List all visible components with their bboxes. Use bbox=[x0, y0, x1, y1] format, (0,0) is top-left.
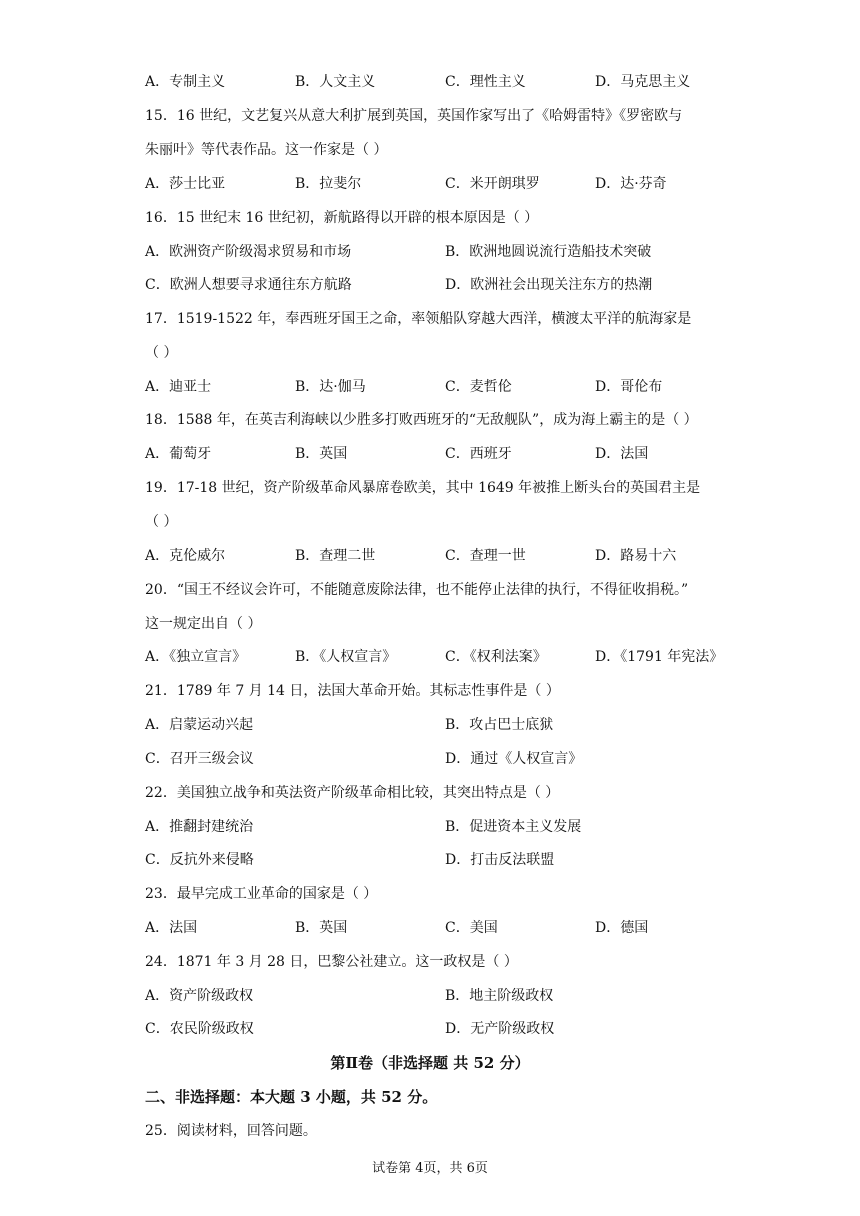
q21-option-c: C．召开三级会议 bbox=[145, 751, 254, 767]
q15-option-b: B．拉斐尔 bbox=[295, 176, 362, 192]
q18-option-d: D．法国 bbox=[595, 446, 649, 462]
q15-option-c: C．米开朗琪罗 bbox=[445, 176, 540, 192]
q21-option-d: D．通过《人权宣言》 bbox=[445, 751, 583, 767]
page-footer: 试卷第 4页，共 6页 bbox=[372, 1161, 488, 1176]
q22-option-c: C．反抗外来侵略 bbox=[145, 852, 254, 868]
q21-option-a: A．启蒙运动兴起 bbox=[145, 717, 254, 733]
q14-option-d: D．马克思主义 bbox=[595, 74, 691, 90]
q18-option-c: C．西班牙 bbox=[445, 446, 512, 462]
q14-option-b: B．人文主义 bbox=[295, 74, 376, 90]
q19-option-b: B．查理二世 bbox=[295, 548, 376, 564]
q19-stem-line2: （ ） bbox=[145, 514, 178, 530]
q20-stem-line2: 这一规定出自（ ） bbox=[145, 616, 262, 632]
q22-option-b: B．促进资本主义发展 bbox=[445, 819, 582, 835]
q16-option-d: D．欧洲社会出现关注东方的热潮 bbox=[445, 277, 653, 293]
q16-stem: 16．15 世纪末 16 世纪初，新航路得以开辟的根本原因是（ ） bbox=[145, 210, 539, 226]
q21-option-b: B．攻占巴士底狱 bbox=[445, 717, 554, 733]
q19-option-c: C．查理一世 bbox=[445, 548, 526, 564]
q24-option-b: B．地主阶级政权 bbox=[445, 988, 554, 1004]
q19-option-d: D．路易十六 bbox=[595, 548, 677, 564]
q21-stem: 21．1789 年 7 月 14 日，法国大革命开始。其标志性事件是（ ） bbox=[145, 683, 560, 699]
q24-option-a: A．资产阶级政权 bbox=[145, 988, 254, 1004]
q16-option-b: B．欧洲地圆说流行造船技术突破 bbox=[445, 244, 652, 260]
q18-option-a: A．葡萄牙 bbox=[145, 446, 212, 462]
q19-option-a: A．克伦威尔 bbox=[145, 548, 226, 564]
q23-option-d: D．德国 bbox=[595, 920, 649, 936]
section-2-title: 第Ⅱ卷（非选择题 共 52 分） bbox=[330, 1054, 530, 1072]
q23-option-a: A．法国 bbox=[145, 920, 198, 936]
q15-stem-line1: 15．16 世纪，文艺复兴从意大利扩展到英国，英国作家写出了《哈姆雷特》《罗密欧与 bbox=[145, 108, 683, 124]
q17-stem-line2: （ ） bbox=[145, 345, 178, 361]
q17-option-a: A．迪亚士 bbox=[145, 379, 212, 395]
q20-option-a: A．《独立宣言》 bbox=[145, 649, 247, 665]
q17-option-b: B．达·伽马 bbox=[295, 379, 366, 395]
q14-option-c: C．理性主义 bbox=[445, 74, 526, 90]
q22-option-d: D．打击反法联盟 bbox=[445, 852, 555, 868]
q18-stem: 18．1588 年，在英吉利海峡以少胜多打败西班牙的“无敌舰队”，成为海上霸主的是（ ） bbox=[145, 412, 698, 428]
q22-option-a: A．推翻封建统治 bbox=[145, 819, 254, 835]
q15-option-a: A．莎士比亚 bbox=[145, 176, 226, 192]
q23-option-c: C．美国 bbox=[445, 920, 498, 936]
q23-option-b: B．英国 bbox=[295, 920, 348, 936]
q14-option-a: A．专制主义 bbox=[145, 74, 226, 90]
q23-stem: 23．最早完成工业革命的国家是（ ） bbox=[145, 886, 378, 902]
q20-option-d: D．《1791 年宪法》 bbox=[595, 649, 724, 665]
q17-stem-line1: 17．1519-1522 年，奉西班牙国王之命，率领船队穿越大西洋，横渡太平洋的航海家是 bbox=[145, 311, 692, 327]
q25-stem: 25．阅读材料，回答问题。 bbox=[145, 1123, 317, 1139]
q19-stem-line1: 19．17-18 世纪，资产阶级革命风暴席卷欧美，其中 1649 年被推上断头台的英国君主是 bbox=[145, 480, 701, 496]
q15-stem-line2: 朱丽叶》等代表作品。这一作家是（ ） bbox=[145, 142, 388, 158]
q24-option-c: C．农民阶级政权 bbox=[145, 1021, 254, 1037]
q17-option-c: C．麦哲伦 bbox=[445, 379, 512, 395]
q20-option-b: B．《人权宣言》 bbox=[295, 649, 397, 665]
q24-stem: 24．1871 年 3 月 28 日，巴黎公社建立。这一政权是（ ） bbox=[145, 954, 518, 970]
section-2-heading: 二、非选择题：本大题 3 小题，共 52 分。 bbox=[145, 1088, 438, 1106]
q18-option-b: B．英国 bbox=[295, 446, 348, 462]
q16-option-a: A．欧洲资产阶级渴求贸易和市场 bbox=[145, 244, 352, 260]
q24-option-d: D．无产阶级政权 bbox=[445, 1021, 555, 1037]
q16-option-c: C．欧洲人想要寻求通往东方航路 bbox=[145, 277, 352, 293]
q15-option-d: D．达·芬奇 bbox=[595, 176, 667, 192]
q20-option-c: C．《权利法案》 bbox=[445, 649, 547, 665]
q17-option-d: D．哥伦布 bbox=[595, 379, 663, 395]
q22-stem: 22．美国独立战争和英法资产阶级革命相比较，其突出特点是（ ） bbox=[145, 785, 560, 801]
q20-stem-line1: 20．“国王不经议会许可，不能随意废除法律，也不能停止法律的执行，不得征收捐税。” bbox=[145, 582, 689, 598]
